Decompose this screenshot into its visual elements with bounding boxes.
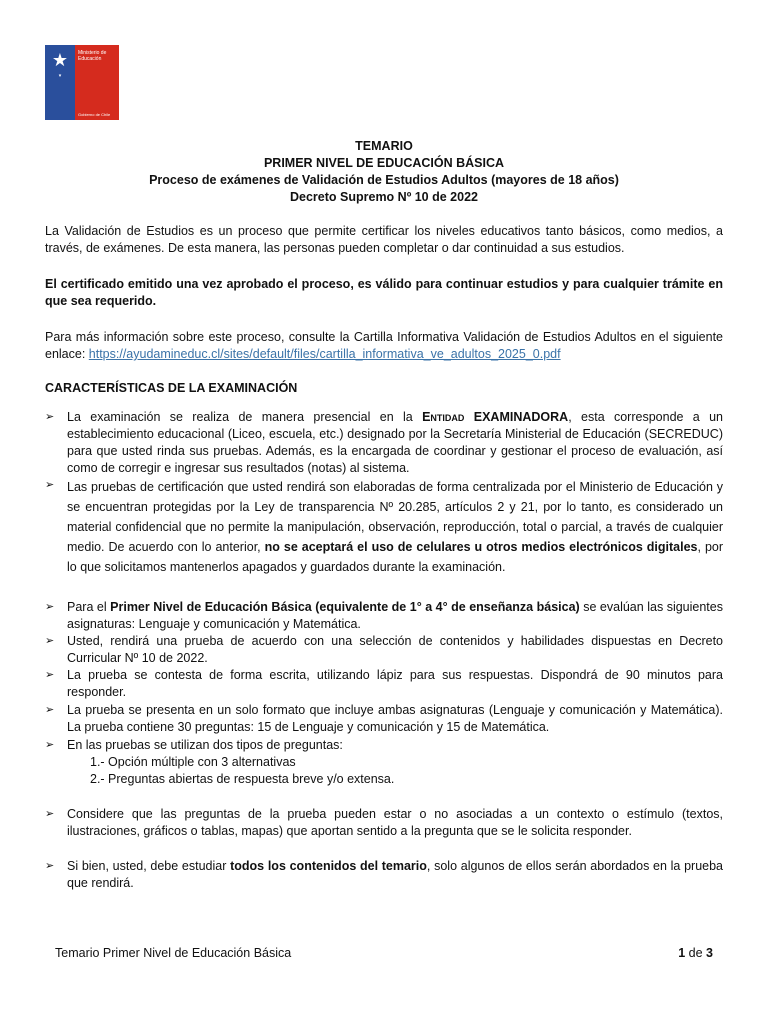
coat-of-arms-icon: ▾	[58, 73, 62, 79]
more-info-text: Para más información sobre este proceso, consulte la Cartilla Informativa Validación de Estudios Adultos en el siguiente enlace:	[45, 330, 723, 361]
section-title: CARACTERÍSTICAS DE LA EXAMINACIÓN	[45, 381, 298, 395]
arrow-bullet-icon: ➢	[45, 601, 55, 613]
list-item	[45, 409, 723, 477]
list-item-text: La prueba se presenta en un solo formato que incluye ambas asignaturas (Lenguaje y comunicación y Matemática). La prueba contiene 30 preguntas: 15 de Lenguaje y comunicación y 15 de Matemática.	[67, 703, 723, 734]
cartilla-link[interactable]: https://ayudamineduc.cl/sites/default/files/cartilla_informativa_ve_adultos_2025_0.pdf	[88, 347, 561, 361]
more-info-paragraph	[45, 329, 723, 363]
logo-government-text: Gobierno de Chile	[78, 112, 111, 117]
arrow-bullet-icon: ➢	[45, 479, 55, 491]
footer-title: Temario Primer Nivel de Educación Básica	[55, 946, 292, 960]
list-item	[45, 633, 723, 667]
list-item-text: La prueba se contesta de forma escrita, utilizando lápiz para sus respuestas. Dispondrá de 90 minutos para responder.	[67, 668, 723, 699]
question-type-2: 2.- Preguntas abiertas de respuesta breve y/o extensa.	[90, 772, 395, 786]
arrow-bullet-icon: ➢	[45, 669, 55, 681]
arrow-bullet-icon: ➢	[45, 411, 55, 423]
page-number: 1 de 3	[678, 946, 713, 960]
list-item-text: Considere que las preguntas de la prueba pueden estar o no asociadas a un contexto o estímulo (textos, ilustraciones, gráficos o tablas, mapas) que aportan sentido a la pregunta que se le solicita responder.	[67, 807, 723, 838]
list-item-text: Para el Primer Nivel de Educación Básica (equivalente de 1° a 4° de enseñanza básica) se evalúan las siguientes asignaturas: Lenguaje y comunicación y Matemática.	[67, 600, 723, 631]
arrow-bullet-icon: ➢	[45, 635, 55, 647]
list-item-text: Si bien, usted, debe estudiar todos los contenidos del temario, solo algunos de ellos serán abordados en la prueba que rendirá.	[67, 859, 724, 890]
list-item	[45, 858, 723, 892]
intro-paragraph: La Validación de Estudios es un proceso que permite certificar los niveles educativos tanto básicos, como medios, a través, de exámenes. De esta manera, las personas pueden completar o dar continuidad a sus estudios.	[45, 224, 723, 255]
list-item-text: La examinación se realiza de manera presencial en la Entidad EXAMINADORA, esta corresponde a un establecimiento educacional (Liceo, escuela, etc.) designado por la Secretaría Ministerial de Educación (SECREDUC) para que usted rinda sus pruebas. Además, es la encargada de coordinar y gestionar el proceso de evaluación, así como de corregir e ingresar sus resultados (notas) al sistema.	[67, 410, 724, 475]
doc-level: PRIMER NIVEL DE EDUCACIÓN BÁSICA	[263, 156, 505, 170]
arrow-bullet-icon: ➢	[45, 704, 55, 716]
doc-process: Proceso de exámenes de Validación de Estudios Adultos (mayores de 18 años)	[149, 173, 619, 187]
list-item	[45, 599, 723, 633]
list-item	[45, 477, 723, 577]
logo-blue-panel	[45, 45, 75, 120]
list-item	[45, 702, 723, 736]
list-item-text: En las pruebas se utilizan dos tipos de preguntas:	[67, 738, 343, 752]
ministry-logo	[45, 45, 119, 120]
list-item	[45, 667, 723, 701]
star-icon: ★	[51, 50, 69, 70]
logo-ministry-text: Ministerio de Educación	[78, 50, 107, 62]
list-item-text: Usted, rendirá una prueba de acuerdo con una selección de contenidos y habilidades dispuestas en Decreto Curricular Nº 10 de 2022.	[67, 634, 723, 665]
arrow-bullet-icon: ➢	[45, 808, 55, 820]
list-item	[45, 806, 723, 840]
arrow-bullet-icon: ➢	[45, 860, 55, 872]
arrow-bullet-icon: ➢	[45, 739, 55, 751]
list-item-text: Las pruebas de certificación que usted rendirá son elaboradas de forma centralizada por el Ministerio de Educación y se encuentran protegidas por la Ley de transparencia Nº 20.285, artículos 2 y 21, por lo tanto, es considerado un material confidencial que no permite la manipulación, observación, reproducción, total o parcial, a través de cualquier medio. De acuerdo con lo anterior, no se aceptará el uso de celulares u otros medios electrónicos digitales, por lo que solicitamos mantenerlos apagados y guardados durante la examinación.	[67, 480, 724, 574]
question-type-1: 1.- Opción múltiple con 3 alternativas	[90, 755, 296, 769]
list-item	[45, 737, 723, 754]
certificate-paragraph: El certificado emitido una vez aprobado el proceso, es válido para continuar estudios y para cualquier trámite en que sea requerido.	[45, 277, 723, 308]
doc-decree: Decreto Supremo Nº 10 de 2022	[290, 190, 478, 204]
doc-title: TEMARIO	[355, 139, 413, 153]
